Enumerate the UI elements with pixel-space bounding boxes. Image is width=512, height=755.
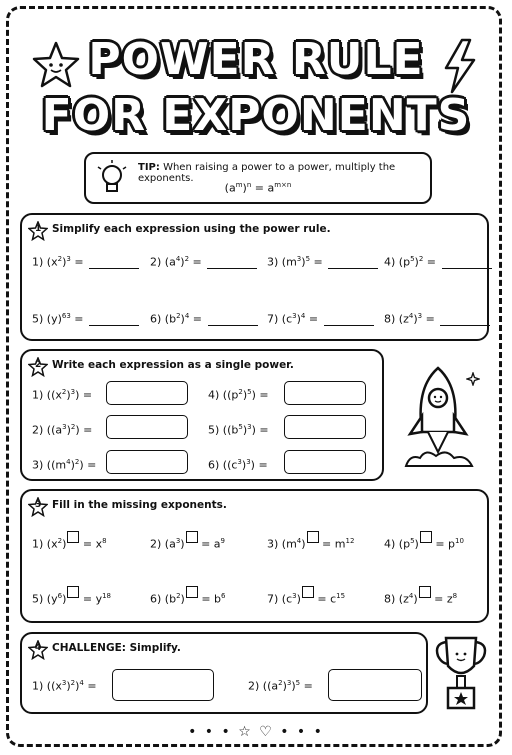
section-number: 2 <box>35 360 42 370</box>
answer-blank[interactable] <box>328 256 378 269</box>
answer-blank[interactable] <box>89 256 139 269</box>
section-number: 1 <box>35 224 42 234</box>
answer-blank[interactable] <box>442 256 492 269</box>
tip-label: TIP: <box>138 162 160 173</box>
question: 3) $(m^3)^5$ = <box>267 255 378 269</box>
footer-ornament: • • • ☆ ♡ • • • <box>188 724 324 740</box>
question: 4) $(p^5)^2$ = <box>384 255 492 269</box>
question: 4) $(p^5) = p^{10}$ <box>384 531 464 551</box>
exponent-box[interactable] <box>186 531 198 543</box>
exponent-box[interactable] <box>307 531 319 543</box>
tip-rule: $(a^m)^n = a^{m\times n}$ <box>224 181 292 195</box>
exponent-box[interactable] <box>186 586 198 598</box>
section-title: Simplify each expression using the power rule. <box>52 223 331 235</box>
section-number: 4 <box>35 643 42 653</box>
answer-box[interactable] <box>284 381 366 405</box>
section-title: Write each expression as a single power. <box>52 359 294 371</box>
exponent-box[interactable] <box>419 586 431 598</box>
exponent-box[interactable] <box>67 531 79 543</box>
section-4 <box>20 632 428 714</box>
question: 3) $((m^4)^2)$ = <box>32 458 97 472</box>
question: 2) $(a^4)^2$ = <box>150 255 257 269</box>
answer-box[interactable] <box>328 669 422 701</box>
answer-blank[interactable] <box>440 313 490 326</box>
question: 2) $((a^3)^2)$ = <box>32 423 93 437</box>
question: 7) $(c^3) = c^{15}$ <box>267 586 345 606</box>
question: 1) $((x^3)^2)^4$ = <box>32 679 97 693</box>
question: 1) $(x^2)^3$ = <box>32 255 139 269</box>
answer-blank[interactable] <box>208 313 258 326</box>
rocket-icon <box>388 362 488 478</box>
answer-box[interactable] <box>284 450 366 474</box>
question: 6) $((c^3)^3)$ = <box>208 458 268 472</box>
question: 5) $((b^5)^3)$ = <box>208 423 269 437</box>
answer-box[interactable] <box>106 415 188 439</box>
question: 4) $((p^2)^5)$ = <box>208 388 269 402</box>
answer-box[interactable] <box>106 381 188 405</box>
trophy-icon <box>430 632 492 716</box>
question: 2) $((a^2)^3)^5$ = <box>248 679 313 693</box>
exponent-box[interactable] <box>302 586 314 598</box>
question: 5) $(y)^{63}$ = <box>32 312 139 326</box>
section-title: CHALLENGE: Simplify. <box>52 642 181 654</box>
title-line-2: FOR EXPONENTS <box>41 90 471 141</box>
section-1 <box>20 213 489 341</box>
question: 6) $(b^2)^4$ = <box>150 312 258 326</box>
question: 7) $(c^3)^4$ = <box>267 312 374 326</box>
section-3 <box>20 489 489 623</box>
answer-box[interactable] <box>284 415 366 439</box>
question: 2) $(a^3) = a^9$ <box>150 531 225 551</box>
exponent-box[interactable] <box>67 586 79 598</box>
answer-blank[interactable] <box>207 256 257 269</box>
tip-text: TIP: When raising a power to a power, multiply the exponents. <box>138 162 396 184</box>
section-2 <box>20 349 384 481</box>
question: 8) $(z^4) = z^8$ <box>384 586 457 606</box>
title-line-1: POWER RULE <box>88 34 424 85</box>
answer-blank[interactable] <box>324 313 374 326</box>
question: 5) $(y^6) = y^{18}$ <box>32 586 111 606</box>
exponent-box[interactable] <box>420 531 432 543</box>
answer-box[interactable] <box>112 669 214 701</box>
question: 1) $(x^2) = x^8$ <box>32 531 107 551</box>
question: 8) $(z^4)^3$ = <box>384 312 490 326</box>
answer-blank[interactable] <box>89 313 139 326</box>
section-title: Fill in the missing exponents. <box>52 499 227 511</box>
question: 3) $(m^4) = m^{12}$ <box>267 531 354 551</box>
question: 1) $((x^2)^3)$ = <box>32 388 93 402</box>
answer-box[interactable] <box>106 450 188 474</box>
section-number: 3 <box>35 500 42 510</box>
tip-box <box>84 152 432 204</box>
question: 6) $(b^2) = b^6$ <box>150 586 226 606</box>
